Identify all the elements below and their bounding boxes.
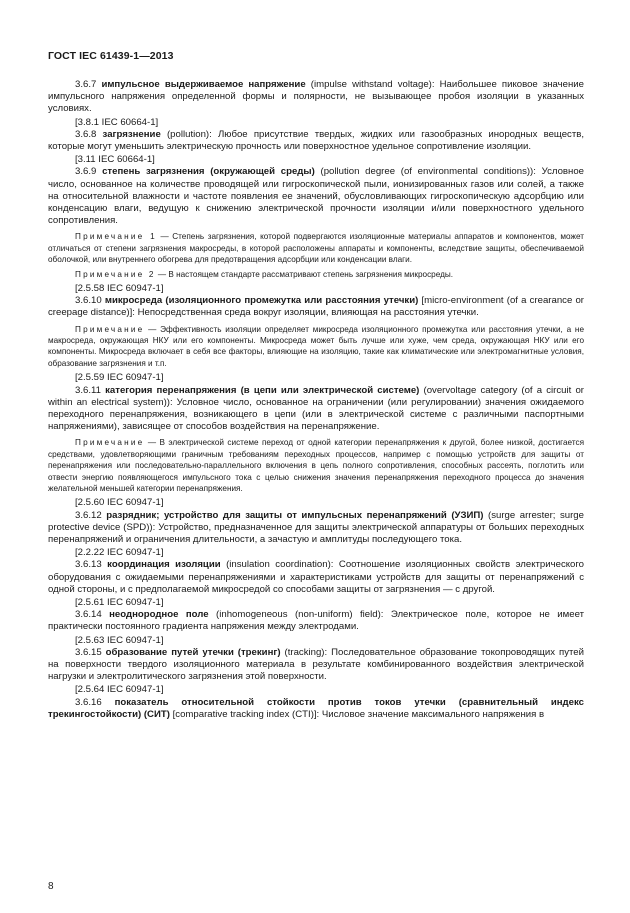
entry-term: разрядник; устройство для защиты от импульсных перенапряжений (УЗИП) bbox=[106, 509, 484, 521]
entry-number: 3.6.10 bbox=[75, 295, 102, 307]
entry-note bbox=[48, 231, 584, 265]
note-text: — В настоящем стандарте рассматривают степень загрязнения микросреды. bbox=[155, 269, 454, 279]
entry-term: неоднородное поле bbox=[109, 609, 209, 621]
entry-source: [2.5.64 IEC 60947-1] bbox=[75, 684, 164, 696]
entry-definition: (impulse withstand voltage): Наибольшее пиковое значение импульсного напряжения определенной формы и полярности, не вызывающее пробоя изоляции в указанных условиях. bbox=[48, 79, 585, 115]
note-label: Примечание 2 bbox=[75, 269, 156, 279]
entry-source: [2.5.60 IEC 60947-1] bbox=[75, 497, 164, 509]
entry-3-6-11 bbox=[48, 385, 584, 434]
entry-term: категория перенапряжения (в цепи или электрической системе) bbox=[105, 384, 420, 396]
entry-term: импульсное выдерживаемое напряжение bbox=[101, 79, 306, 90]
note-label: Примечание bbox=[75, 324, 145, 334]
entry-definition: (pollution): Любое присутствие твердых, жидких или газообразных инородных веществ, которые могут уменьшить электрическую прочность или поверхностное удельное сопротивление изоляции. bbox=[48, 128, 584, 153]
note-text: — В электрической системе переход от одной категории перенапряжения к другой, более низкой, достигается средствами, удовлетворяющими граничным требованиям переходных процессов, например с помощью устройств для защиты от перенапряжения или последовательно-параллельного включения в цепь полного сопротивления, способных рассеять, поглотить или отвести энергию появляющегося импульсного тока с целью снижения значения перенапряжения переходного процесса до значения желательной меньшей категории перенапряжения. bbox=[48, 438, 584, 493]
entry-source: [3.11 IEC 60664-1] bbox=[75, 154, 155, 166]
entry-3-6-12 bbox=[48, 510, 584, 547]
note-label: Примечание 1 bbox=[75, 232, 157, 242]
entry-note bbox=[48, 437, 584, 494]
entry-definition: (tracking): Последовательное образование токопроводящих путей на поверхности твердого изоляционного материала в результате комбинированного воздействия электрической нагрузки и электролитического загрязнения этой поверхности. bbox=[48, 646, 585, 683]
entry-number: 3.6.14 bbox=[75, 609, 102, 621]
note-text: — Степень загрязнения, которой подвергаются изоляционные материалы аппаратов и компонентов, может отличаться от степени загрязнения макросреды, в которой расположены аппараты и компоненты, вследствие защиты, обеспечиваемой оболочкой, или внутреннего обогрева для предотвращения адсорбции или конденсации влаги. bbox=[48, 232, 585, 265]
entry-source: [3.8.1 IEC 60664-1] bbox=[75, 116, 159, 128]
note-label: Примечание bbox=[75, 438, 145, 448]
entry-definition: (surge arrester; surge protective device (SPD)): Устройство, предназначенное для защиты электрической аппаратуры от больших переходных перенапряжений и ограничения длительности, а зачастую и амплитуды последующего тока. bbox=[48, 509, 584, 545]
entry-term: показатель относительной стойкости против токов утечки (сравнительный индекс трекингостойкости) (СИТ) bbox=[48, 696, 584, 720]
entry-number: 3.6.8 bbox=[75, 128, 97, 140]
entry-number: 3.6.7 bbox=[75, 79, 97, 90]
entry-note bbox=[48, 269, 584, 280]
note-text: — Эффективность изоляции определяет микросреда изоляционного промежутка или расстояния утечки, а не макросреда, окружающая НКУ или его компоненты. Микросреда может быть лучше или хуже, чем среда, окружающая НКУ или его компоненты. Микросреда включает в себя все факторы, влияющие на изоляцию, такие как климатические или электромагнитные условия, образование загрязнения и т.п. bbox=[48, 324, 584, 368]
document-body bbox=[48, 79, 584, 721]
entry-source: [2.5.58 IEC 60947-1] bbox=[75, 283, 164, 295]
entry-3-6-10 bbox=[48, 295, 584, 319]
entry-definition: (inhomogeneous (non-uniform) field): Электрическое поле, которое не имеет практически постоянного градиента напряжения между электродами. bbox=[48, 609, 584, 633]
page-number: 8 bbox=[48, 881, 54, 892]
entry-source: [2.5.63 IEC 60947-1] bbox=[75, 634, 164, 646]
entry-definition: (overvoltage category (of a circuit or within an electrical system)): Условное число, основанное на ограничении (или регулировании) значения ожидаемого переходного перенапряжения, возникающего в цепи (или в электрической системе с различными паспортными напряжениями), зависящее от способов воздействия на перенапряжение. bbox=[48, 384, 584, 433]
entry-3-6-9 bbox=[48, 166, 584, 227]
entry-source: [2.5.59 IEC 60947-1] bbox=[75, 372, 164, 384]
entry-term: микросреда (изоляционного промежутка или расстояния утечки) bbox=[104, 295, 419, 307]
entry-source: [2.5.61 IEC 60947-1] bbox=[75, 596, 164, 608]
entry-definition: [comparative tracking index (CTI)]: Числовое значение максимального напряжения в bbox=[169, 708, 545, 720]
entry-3-6-8 bbox=[48, 129, 584, 153]
entry-3-6-15 bbox=[48, 647, 584, 684]
entry-number: 3.6.12 bbox=[75, 509, 102, 521]
document-header: ГОСТ IEC 61439-1—2013 bbox=[48, 50, 174, 62]
entry-term: загрязнение bbox=[102, 128, 161, 140]
entry-source: [2.2.22 IEC 60947-1] bbox=[75, 547, 164, 559]
entry-3-6-7 bbox=[48, 79, 584, 116]
entry-term: степень загрязнения (окружающей среды) bbox=[102, 166, 315, 178]
entry-number: 3.6.15 bbox=[75, 646, 102, 658]
entry-definition: (insulation coordination): Соотношение изоляционных свойств электрического оборудования с ожидаемыми перенапряжениями и характеристиками устройств для защиты от перенапряжений с одной стороны, и с предполагаемой микросредой со способами защиты от загрязнения — с другой. bbox=[48, 559, 585, 595]
entry-3-6-14 bbox=[48, 609, 584, 633]
entry-3-6-13 bbox=[48, 559, 584, 596]
entry-term: координация изоляции bbox=[107, 559, 221, 571]
entry-term: образование путей утечки (трекинг) bbox=[105, 646, 281, 658]
entry-number: 3.6.11 bbox=[75, 384, 101, 396]
entry-note bbox=[48, 324, 584, 370]
entry-definition: (pollution degree (of environmental conditions)): Условное число, основанное на количестве проводящей или гигроскопической пыли, ионизированных газов или солей, а также на относительной влажности и частоте появления ее значений, обусловливающих гигроскопическую адсорбцию или конденсацию влаги, ведущую к снижению электрической прочности изоляции и/или поверхностного удельного сопротивления. bbox=[48, 166, 585, 227]
entry-definition: [micro-environment (of a creаrance or creepage distance)]: Непосредственная среда вокруг изоляции, влияющая на расстояния утечки. bbox=[48, 295, 585, 319]
entry-3-6-16 bbox=[48, 697, 584, 721]
entry-number: 3.6.16 bbox=[75, 696, 102, 708]
entry-number: 3.6.13 bbox=[75, 559, 102, 571]
entry-number: 3.6.9 bbox=[75, 166, 97, 178]
